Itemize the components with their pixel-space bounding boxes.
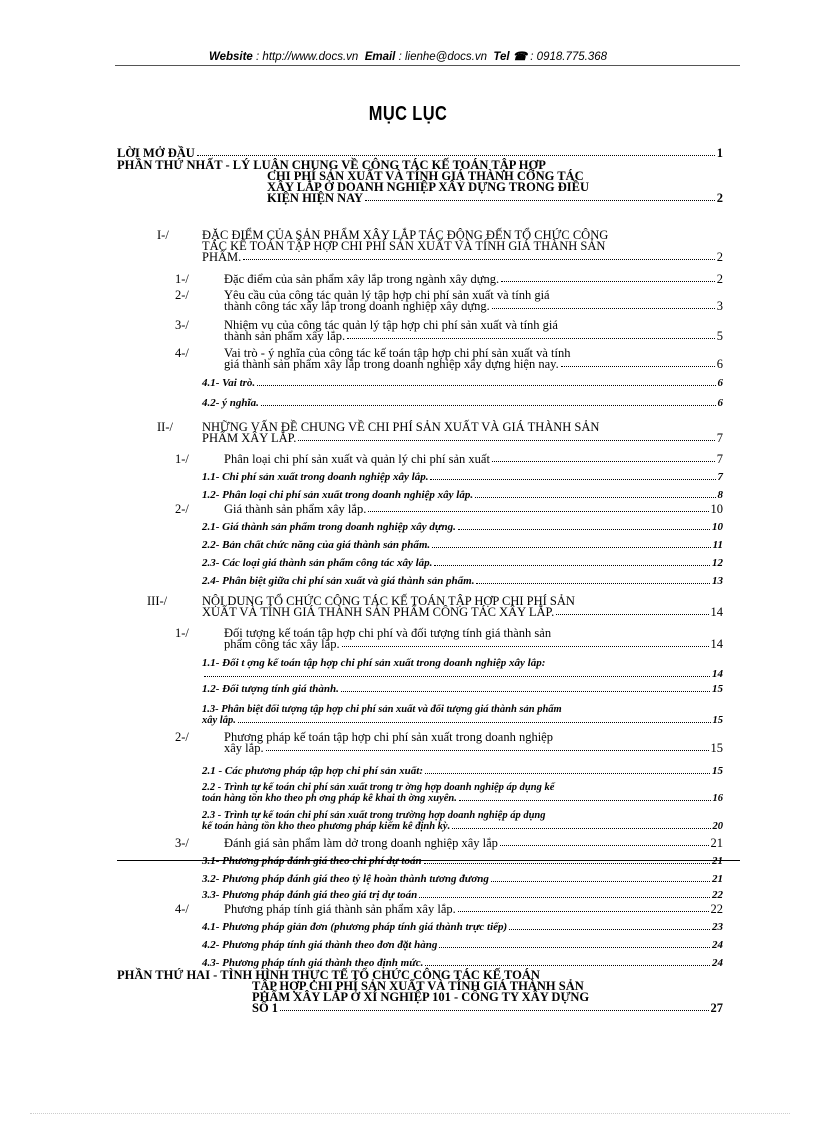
website-label: Website — [208, 51, 253, 63]
toc-entry-continuation: PHẨM XÂY LẮP. — [202, 431, 297, 445]
toc-page-number: 5 — [716, 329, 723, 343]
footer-divider — [117, 860, 740, 861]
page-title: MỤC LỤC — [368, 103, 448, 125]
toc-entry-continuation: PHẨM. — [202, 250, 242, 264]
toc-page-number: 21 — [712, 855, 723, 867]
toc-item[interactable] — [202, 704, 723, 726]
toc-subsection[interactable] — [117, 904, 723, 915]
tel-label: Tel — [493, 51, 510, 63]
toc-entry-continuation: xây lắp. — [224, 741, 264, 755]
toc-page-number: 21 — [710, 836, 723, 850]
toc-page-number: 6 — [717, 377, 723, 389]
toc-page-number: 7 — [716, 431, 723, 445]
toc-entry-text: Phương pháp kế toán tập hợp chi phí sản xuất trong doanh nghiệp — [224, 730, 553, 744]
toc-entry-text: Nhiệm vụ của công tác quản lý tập hợp chi phí sản xuất và tính giá — [224, 318, 558, 332]
toc-section-2[interactable] — [117, 422, 723, 444]
toc-subsection[interactable] — [117, 274, 723, 285]
toc-subsection[interactable] — [117, 454, 723, 465]
tel-value: : 0918.775.368 — [530, 51, 608, 63]
toc-entry-text: 2.3- Các loại giá thành sản phẩm công tác xây lắp. — [202, 557, 433, 569]
toc-entry-text: 2.1 - Các phương pháp tập hợp chi phí sản xuất: — [202, 765, 424, 777]
toc-entry-continuation: thành công tác xây lắp trong doanh nghiệp xây dựng. — [224, 299, 490, 313]
toc-entry-text: LỜI MỞ ĐẦU — [117, 146, 195, 160]
toc-entry-text: 1.2- Phân loại chi phí sản xuất trong doanh nghiệp xây lắp. — [202, 489, 474, 501]
toc-page-number: 12 — [712, 557, 723, 569]
toc-page-number: 10 — [712, 521, 723, 533]
toc-item[interactable] — [202, 940, 723, 951]
toc-item[interactable] — [202, 782, 723, 804]
toc-entry-continuation: SỐ 1 — [252, 1001, 279, 1015]
toc-page-number: 1 — [716, 146, 723, 160]
toc-page-number: 21 — [712, 873, 723, 885]
toc-entry-text: 2.3 - Trình tự kế toán chi phí sản xuất trong trường hợp doanh nghiệp áp dụng — [202, 810, 546, 821]
toc-item[interactable] — [202, 540, 723, 551]
toc-section-number: 3-/ — [175, 318, 189, 332]
toc-part-lead: PHẦN THỨ HAI - — [117, 968, 221, 982]
toc-subsection[interactable] — [117, 504, 723, 515]
toc-page-number: 7 — [716, 452, 723, 466]
toc-section-3[interactable] — [117, 596, 723, 618]
toc-section-number: II-/ — [157, 420, 173, 434]
email-value: : lienhe@docs.vn — [398, 51, 487, 63]
toc-item[interactable] — [202, 576, 723, 587]
toc-subsection[interactable] — [117, 290, 723, 312]
toc-entry-text: TÌNH HÌNH THỰC TẾ TỔ CHỨC CÔNG TÁC KẾ TOÁN — [220, 968, 540, 982]
toc-page-number: 2 — [716, 250, 723, 264]
toc-item[interactable] — [202, 490, 723, 501]
toc-subsection[interactable] — [117, 628, 723, 650]
toc-section-number: III-/ — [147, 594, 168, 608]
toc-page-number: 15 — [712, 765, 723, 777]
website-value: : http://www.docs.vn — [256, 51, 359, 63]
toc-page-number: 14 — [710, 605, 723, 619]
toc-entry-text: 2.2- Bản chất chức năng của giá thành sản phẩm. — [202, 539, 431, 551]
toc-entry-continuation: thành sản phẩm xây lắp. — [224, 329, 346, 343]
toc-page-number: 14 — [712, 668, 723, 680]
toc-page-number: 15 — [710, 741, 723, 755]
toc-item[interactable] — [202, 922, 723, 933]
toc-item[interactable] — [202, 378, 723, 389]
toc-entry-text: 2.1- Giá thành sản phẩm trong doanh nghiệp xây dựng. — [202, 521, 456, 533]
toc-entry-text: Đánh giá sản phẩm làm dở trong doanh nghiệp xây lắp — [224, 836, 498, 850]
toc-page-number: 22 — [710, 902, 723, 916]
toc-page-number: 10 — [710, 502, 723, 516]
toc-entry-text: 1.2- Đối tượng tính giá thành. — [202, 683, 339, 695]
toc-subsection[interactable] — [117, 320, 723, 342]
toc-section-1[interactable] — [117, 230, 723, 263]
email-label: Email — [364, 51, 396, 63]
toc-entry-text: NỘI DUNG TỔ CHỨC CÔNG TÁC KẾ TOÁN TẬP HỢP CHI PHÍ SẢN — [202, 594, 575, 608]
toc-page-number: 24 — [712, 939, 723, 951]
toc-page-number: 2 — [716, 272, 723, 286]
toc-page-number: 11 — [712, 539, 723, 551]
toc-entry-text: 3.1- Phương pháp đánh giá theo chi phí dự toán — [202, 855, 422, 867]
toc-page-number: 20 — [712, 821, 723, 832]
toc-section-number: 2-/ — [175, 730, 189, 744]
toc-entry-text: 3.3- Phương pháp đánh giá theo giá trị dự toán — [202, 889, 418, 901]
toc-item[interactable] — [202, 856, 723, 867]
toc-subsection[interactable] — [117, 838, 723, 849]
toc-page-number: 3 — [716, 299, 723, 313]
toc-page-number: 22 — [712, 889, 723, 901]
toc-entry-continuation: TÁC KẾ TOÁN TẬP HỢP CHI PHÍ SẢN XUẤT VÀ TÍNH GIÁ THÀNH SẢN — [202, 239, 606, 253]
toc-page-number: 7 — [717, 471, 723, 483]
toc-page-number: 15 — [712, 683, 723, 695]
header-divider — [115, 65, 740, 66]
toc-item[interactable] — [202, 522, 723, 533]
toc-page-number: 6 — [717, 397, 723, 409]
toc-page-number: 24 — [712, 957, 723, 969]
toc-section-number: 3-/ — [175, 836, 189, 850]
toc-entry-text: Phân loại chi phí sản xuất và quản lý chi phí sản xuất — [224, 452, 490, 466]
toc-part-lead: PHẦN THỨ NHẤT - — [117, 158, 233, 172]
toc-page-number: 14 — [710, 637, 723, 651]
toc-entry-text: Yêu cầu của công tác quản lý tập hợp chi phí sản xuất và tính giá — [224, 288, 550, 302]
toc-subsection[interactable] — [117, 732, 723, 754]
toc-entry-text: 1.1- Chi phí sản xuất trong doanh nghiệp xây lắp. — [202, 471, 429, 483]
toc-entry-continuation: PHẨM XÂY LẮP Ở XÍ NGHIỆP 101 - CÔNG TY XÂY DỰNG — [252, 990, 590, 1004]
toc-item[interactable] — [202, 766, 723, 777]
toc-page-number: 15 — [712, 715, 723, 726]
toc-section-number: 2-/ — [175, 288, 189, 302]
toc-item[interactable] — [202, 684, 723, 695]
toc-entry-part-one[interactable] — [117, 160, 723, 204]
toc-page-number: 6 — [716, 357, 723, 371]
toc-entry-text: Giá thành sản phẩm xây lắp. — [224, 502, 367, 516]
toc-section-number: 4-/ — [175, 902, 189, 916]
toc-item[interactable] — [202, 398, 723, 409]
toc-entry-continuation: CHI PHÍ SẢN XUẤT VÀ TÍNH GIÁ THÀNH CÔNG TÁC — [267, 169, 584, 183]
toc-entry-continuation: KIỆN HIỆN NAY — [267, 191, 364, 205]
toc-page-number: 23 — [712, 921, 723, 933]
toc-entry-continuation: phẩm công tác xây lắp. — [224, 637, 340, 651]
toc-entry-continuation: giá thành sản phẩm xây lắp trong doanh nghiệp xây dựng hiện nay. — [224, 357, 559, 371]
toc-entry-text: 2.2 - Trình tự kế toán chi phí sản xuất trong tr ờng hợp doanh nghiệp áp dụng kế — [202, 782, 555, 793]
toc-entry-text: LÝ LUẬN CHUNG VỀ CÔNG TÁC KẾ TOÁN TẬP HỢP — [232, 158, 546, 172]
toc-item[interactable] — [202, 810, 723, 832]
toc-entry-part-two[interactable] — [117, 970, 723, 1014]
toc-item[interactable] — [202, 890, 723, 901]
toc-section-number: 1-/ — [175, 272, 189, 286]
toc-entry-text: Đặc điểm của sản phẩm xây lắp trong ngành xây dựng. — [224, 272, 500, 286]
toc-entry-text: 1.3- Phân biệt đối tượng tập hợp chi phí sản xuất và đối tượng giá thành sản phẩm — [202, 704, 562, 715]
toc-item[interactable] — [202, 558, 723, 569]
toc-entry-continuation: xây lắp. — [202, 715, 236, 726]
toc-entry-continuation: XUẤT VÀ TÍNH GIÁ THÀNH SẢN PHẨM CÔNG TÁC XÂY LẮP. — [202, 605, 555, 619]
toc-item[interactable] — [202, 472, 723, 483]
toc-entry-text: NHỮNG VẤN ĐỀ CHUNG VỀ CHI PHÍ SẢN XUẤT VÀ GIÁ THÀNH SẢN — [202, 420, 600, 434]
toc-entry-text: 4.3- Phương pháp tính giá thành theo định mức. — [202, 957, 424, 969]
toc-entry-text: 4.1- Vai trò. — [202, 377, 256, 389]
toc-entry-continuation: TẬP HỢP CHI PHÍ SẢN XUẤT VÀ TÍNH GIÁ THÀNH SẢN — [252, 979, 584, 993]
toc-entry-text: ĐẶC ĐIỂM CỦA SẢN PHẨM XÂY LẮP TÁC ĐỘNG ĐẾN TỔ CHỨC CÔNG — [202, 228, 609, 242]
page-bottom-border — [30, 1113, 790, 1114]
toc-entry-text: 4.2- Phương pháp tính giá thành theo đơn đặt hàng — [202, 939, 438, 951]
toc-item[interactable] — [202, 658, 723, 680]
toc-subsection[interactable] — [117, 348, 723, 370]
toc-entry-text: 4.1- Phương pháp giản đơn (phương pháp tính giá thành trực tiếp) — [202, 921, 508, 933]
toc-page-number: 13 — [712, 575, 723, 587]
toc-entry-text: 1.1- Đối t ợng kế toán tập hợp chi phí sản xuất trong doanh nghiệp xây lắp: — [202, 657, 546, 669]
toc-section-number: 1-/ — [175, 626, 189, 640]
toc-entry-text: Đối tượng kế toán tập hợp chi phí và đối tượng tính giá thành sản — [224, 626, 552, 640]
toc-page-number: 2 — [716, 191, 723, 205]
toc-entry-text: Phương pháp tính giá thành sản phẩm xây lắp. — [224, 902, 456, 916]
toc-entry-text: Vai trò - ý nghĩa của công tác kế toán tập hợp chi phí sản xuất và tính — [224, 346, 571, 360]
toc-section-number: 4-/ — [175, 346, 189, 360]
toc-page-number: 16 — [712, 793, 723, 804]
toc-page-number: 8 — [717, 489, 723, 501]
toc-entry-text: 2.4- Phân biệt giữa chi phí sản xuất và giá thành sản phẩm. — [202, 575, 475, 587]
toc-page-number: 27 — [710, 1001, 723, 1015]
phone-icon: ☎ — [512, 51, 528, 63]
toc-entry-continuation: toán hàng tồn kho theo ph ơng pháp kê khai th ờng xuyên. — [202, 793, 457, 804]
toc-entry-continuation: kế toán hàng tồn kho theo phương pháp kiểm kê định kỳ. — [202, 821, 451, 832]
page-header — [0, 49, 816, 63]
toc-section-number: 1-/ — [175, 452, 189, 466]
toc-entry-continuation: XÂY LẮP Ở DOANH NGHIỆP XÂY DỰNG TRONG ĐIỀU — [267, 180, 590, 194]
toc-entry-text: 4.2- ý nghĩa. — [202, 397, 259, 409]
toc-section-number: 2-/ — [175, 502, 189, 516]
toc-section-number: I-/ — [157, 228, 169, 242]
toc-entry-text: 3.2- Phương pháp đánh giá theo tỷ lệ hoàn thành tương đương — [202, 873, 489, 885]
toc-item[interactable] — [202, 874, 723, 885]
